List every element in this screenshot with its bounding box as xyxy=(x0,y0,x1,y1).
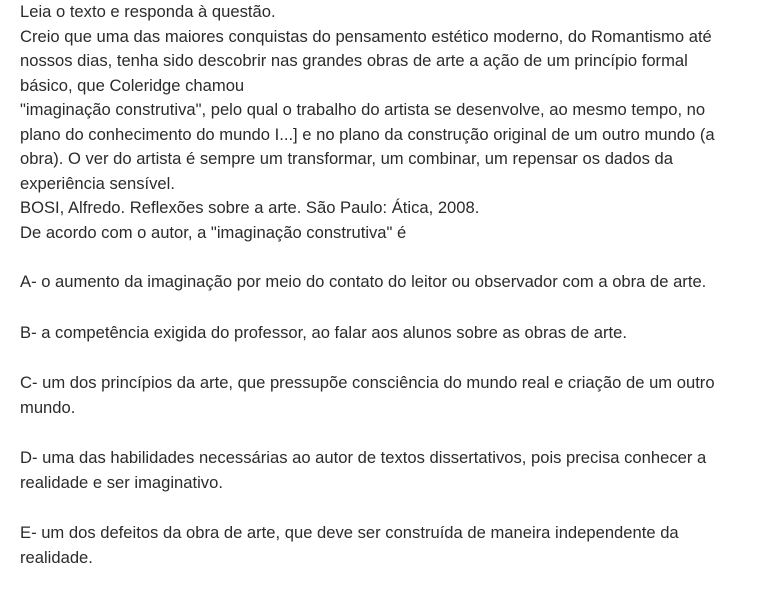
passage-line: obra). O ver do artista é sempre um transformar, um combinar, um repensar os dados da xyxy=(20,149,673,168)
option-d-line: D- uma das habilidades necessárias ao autor de textos dissertativos, pois precisa conhecer a xyxy=(20,448,707,467)
question-prompt: De acordo com o autor, a "imaginação construtiva" é xyxy=(20,222,407,242)
answer-option-b[interactable] xyxy=(20,321,772,346)
option-c-line: C- um dos princípios da arte, que pressupõe consciência do mundo real e criação de um outro xyxy=(20,373,715,392)
passage-line: plano do conhecimento do mundo I...] e no plano da construção original de um outro mundo (a xyxy=(20,124,715,144)
passage xyxy=(20,25,772,197)
passage-line: "imaginação construtiva", pelo qual o trabalho do artista se desenvolve, ao mesmo tempo, no xyxy=(20,100,706,119)
passage-line: básico, que Coleridge chamou xyxy=(20,75,245,95)
answer-option-a[interactable] xyxy=(20,270,772,295)
citation: BOSI, Alfredo. Reflexões sobre a arte. São Paulo: Ática, 2008. xyxy=(20,198,480,217)
passage-line: Creio que uma das maiores conquistas do pensamento estético moderno, do Romantismo até xyxy=(20,26,712,46)
option-a-line: A- o aumento da imaginação por meio do contato do leitor ou observador com a obra de arte. xyxy=(20,272,707,291)
passage-line: experiência sensível. xyxy=(20,173,175,193)
instruction-text: Leia o texto e responda à questão. xyxy=(20,2,276,21)
option-c-line: mundo. xyxy=(20,397,76,417)
passage-line: nossos dias, tenha sido descobrir nas grandes obras de arte a ação de um princípio formal xyxy=(20,51,688,70)
answer-option-c[interactable] xyxy=(20,371,772,420)
option-d-line: realidade e ser imaginativo. xyxy=(20,472,223,492)
option-e-line: realidade. xyxy=(20,547,93,567)
option-b-line: B- a competência exigida do professor, ao falar aos alunos sobre as obras de arte. xyxy=(20,322,627,342)
answer-option-d[interactable] xyxy=(20,446,772,495)
answer-option-e[interactable] xyxy=(20,521,772,570)
option-e-line: E- um dos defeitos da obra de arte, que deve ser construída de maneira independente da xyxy=(20,523,679,542)
